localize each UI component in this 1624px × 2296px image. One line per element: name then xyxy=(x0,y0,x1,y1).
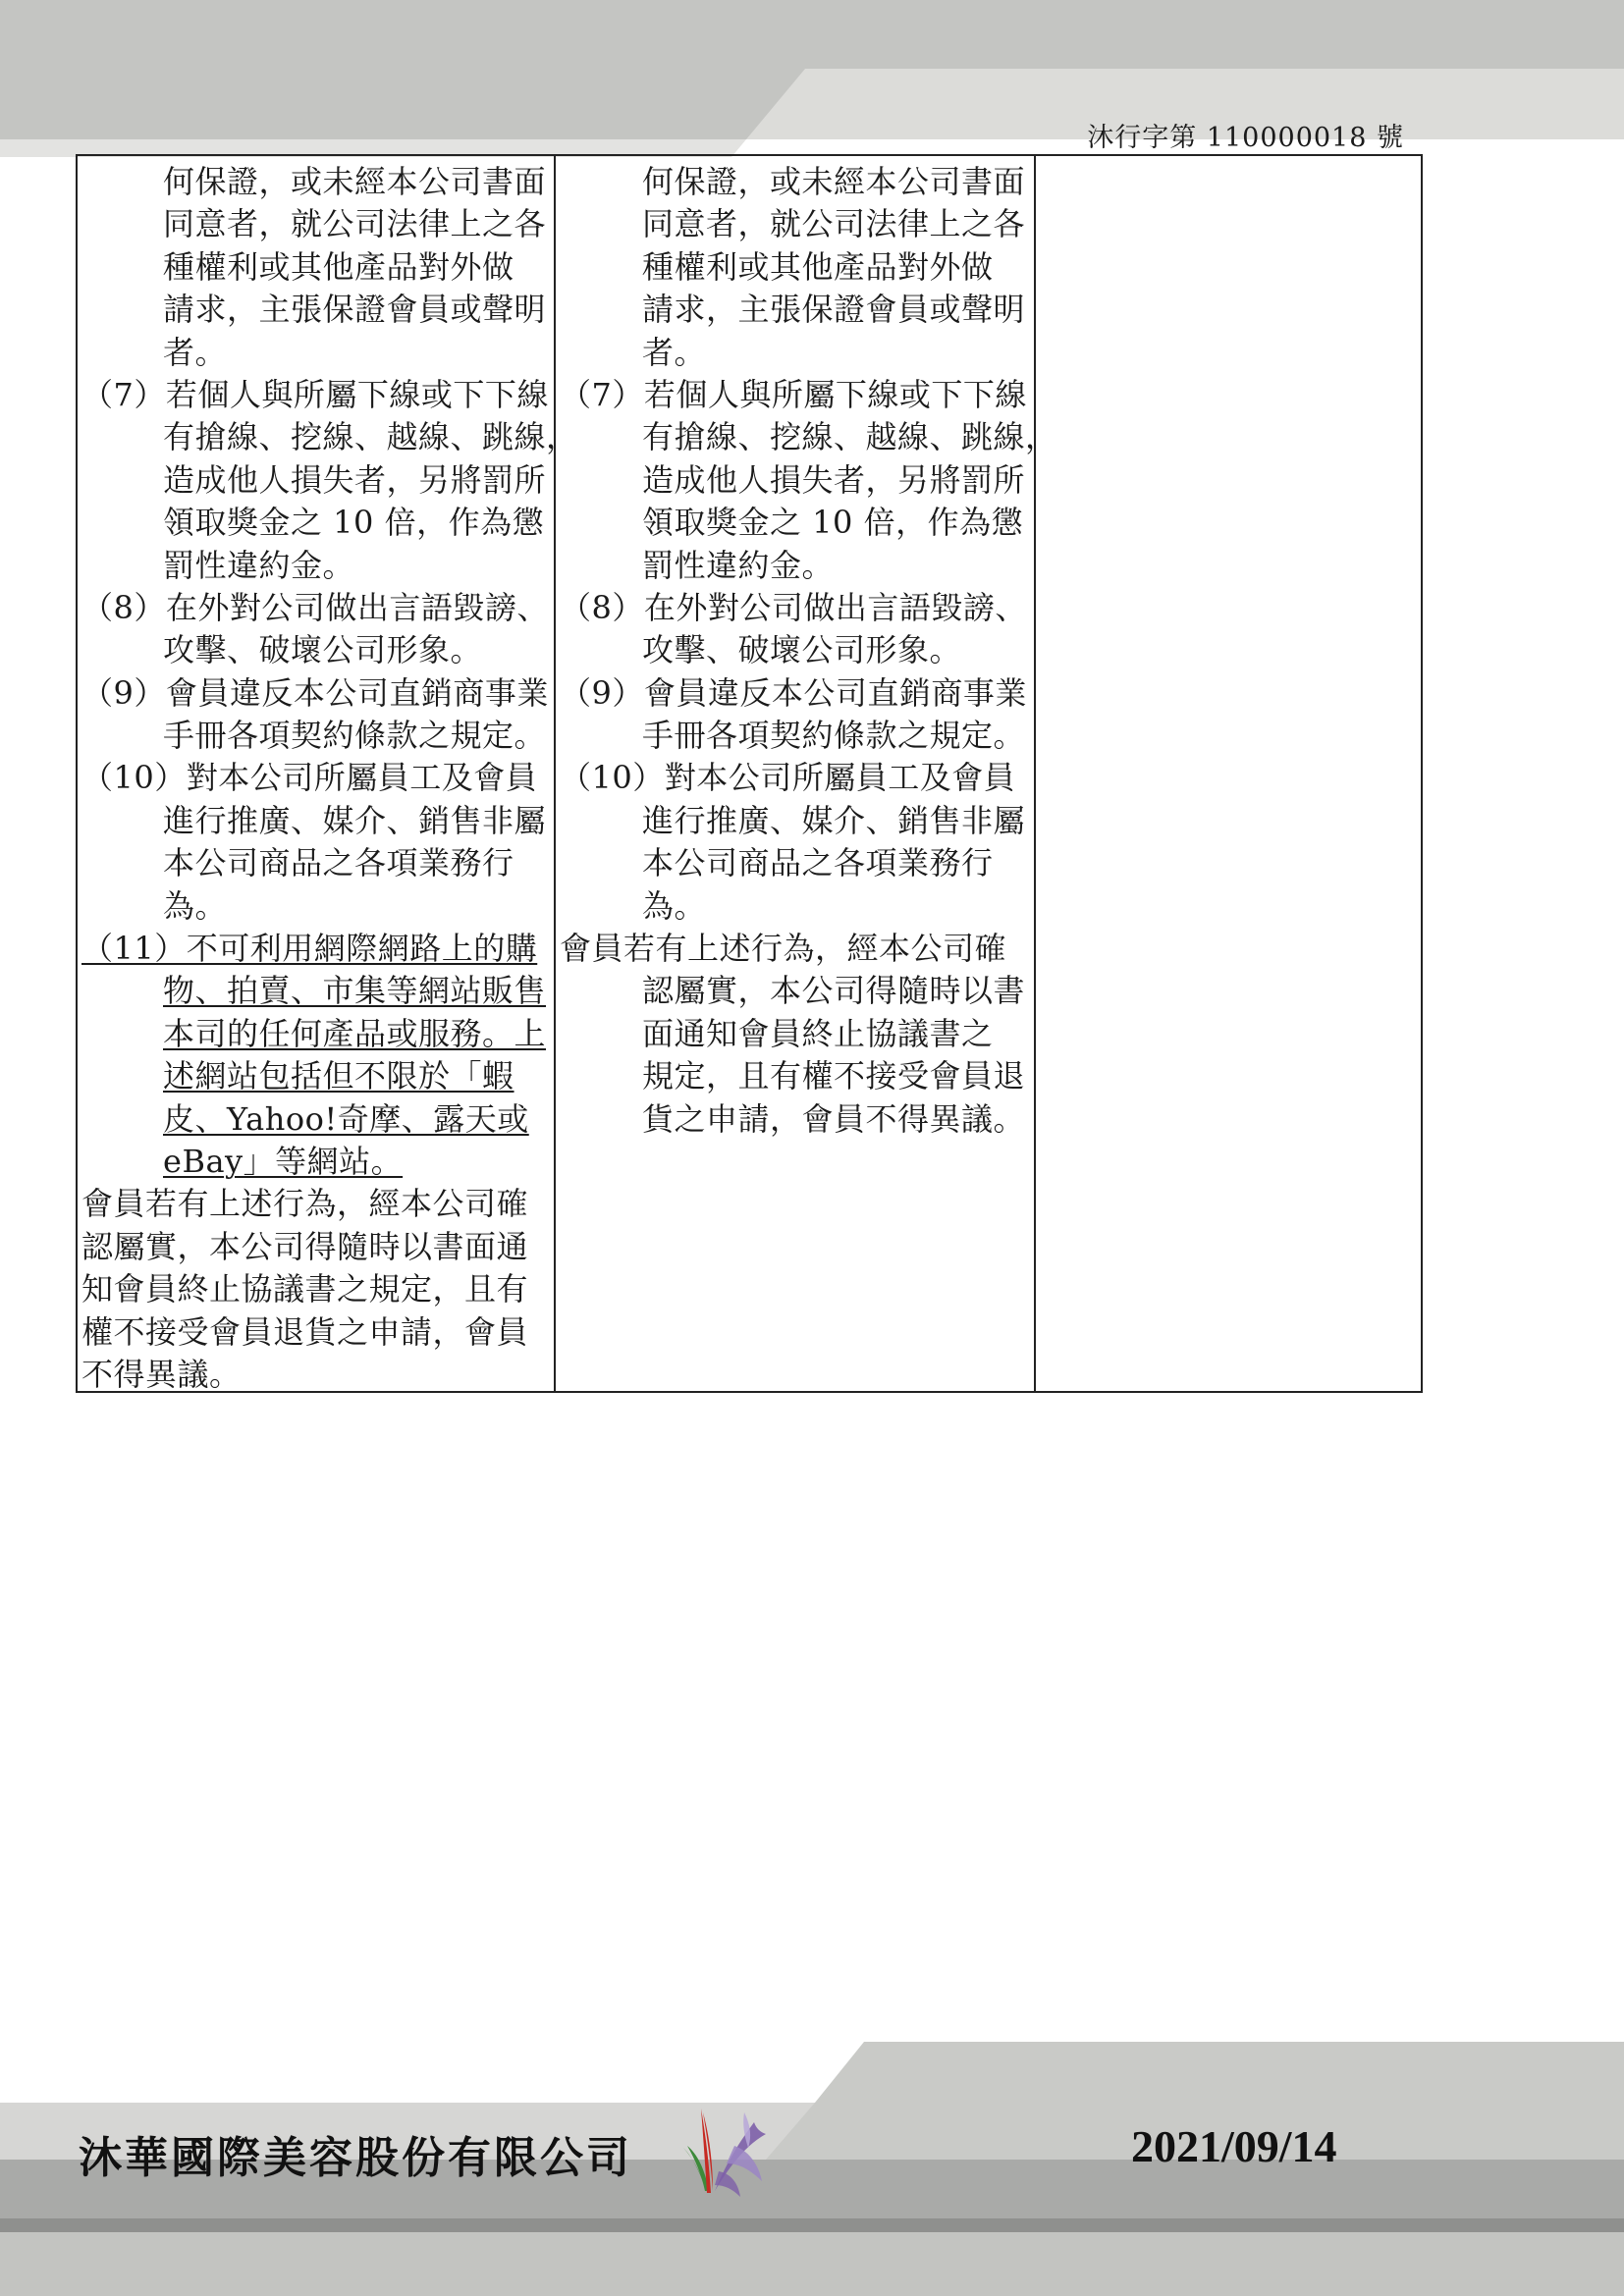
text-line: 有搶線、挖線、越線、跳線， xyxy=(642,418,1057,456)
item-7-line: （7）若個人與所屬下線或下下線 xyxy=(560,375,1027,413)
closing-line: 認屬實，本公司得隨時以書面通 xyxy=(81,1227,529,1265)
item-8-line: （8）在外對公司做出言語毀謗、 xyxy=(81,588,549,626)
item-10-line: （10）對本公司所屬員工及會員 xyxy=(81,759,538,797)
item-10-line: （10）對本公司所屬員工及會員 xyxy=(560,759,1016,797)
item-11-line xyxy=(78,928,554,970)
closing-line: 不得異議。 xyxy=(81,1355,242,1393)
text-line: 種權利或其他產品對外做 xyxy=(642,247,994,286)
text-line xyxy=(78,1013,554,1055)
text-line xyxy=(78,1141,554,1183)
added-text-underline: 物、拍賣、市集等網站販售 xyxy=(163,972,547,1010)
notes-column xyxy=(1036,156,1421,1391)
text-line: 為。 xyxy=(642,886,707,925)
orchid-logo-icon xyxy=(676,2103,784,2201)
text-line: 領取獎金之 10 倍，作為懲 xyxy=(163,504,545,542)
text-line: 種權利或其他產品對外做 xyxy=(163,247,514,286)
text-line: 同意者，就公司法律上之各 xyxy=(642,205,1026,243)
item-7-line: （7）若個人與所屬下線或下下線 xyxy=(81,375,549,413)
text-line: 手冊各項契約條款之規定。 xyxy=(642,717,1026,755)
text-line: 造成他人損失者，另將罰所 xyxy=(642,460,1026,499)
text-line: 有搶線、挖線、越線、跳線， xyxy=(163,418,578,456)
company-name: 沐華國際美容股份有限公司 xyxy=(79,2133,632,2183)
text-line: 請求，主張保證會員或聲明 xyxy=(163,291,547,329)
text-line xyxy=(78,1098,554,1141)
item-9-line: （9）會員違反本公司直銷商事業 xyxy=(81,673,549,712)
closing-line: 會員若有上述行為，經本公司確 xyxy=(81,1185,529,1223)
closing-line: 認屬實，本公司得隨時以書 xyxy=(642,972,1026,1010)
document-number: 沐行字第 110000018 號 xyxy=(1087,123,1404,153)
footer-date: 2021/09/14 xyxy=(1131,2121,1337,2171)
text-line: 同意者，就公司法律上之各 xyxy=(163,205,547,243)
closing-line: 規定，且有權不接受會員退 xyxy=(642,1057,1026,1095)
revised-text-column xyxy=(78,156,578,1393)
text-line: 何保證，或未經本公司書面 xyxy=(163,163,547,200)
closing-line: 貨之申請，會員不得異議。 xyxy=(642,1099,1026,1138)
closing-line: 面通知會員終止協議書之 xyxy=(642,1014,994,1052)
text-line: 攻擊、破壞公司形象。 xyxy=(163,631,483,669)
closing-line: 會員若有上述行為，經本公司確 xyxy=(560,930,1007,968)
text-line: 罰性違約金。 xyxy=(642,546,835,584)
text-line: 造成他人損失者，另將罰所 xyxy=(163,460,547,499)
text-line: 本公司商品之各項業務行 xyxy=(163,844,514,882)
original-text-column xyxy=(556,156,1057,1391)
text-line xyxy=(78,1055,554,1097)
text-line: 手冊各項契約條款之規定。 xyxy=(163,717,547,755)
text-line xyxy=(78,970,554,1012)
text-line: 者。 xyxy=(642,333,707,371)
text-line: 何保證，或未經本公司書面 xyxy=(642,163,1026,200)
added-text-underline: 述網站包括但不限於「蝦 xyxy=(163,1057,514,1095)
text-line: 者。 xyxy=(163,333,228,371)
added-text-underline: eBay」等網站。 xyxy=(163,1142,404,1180)
text-line: 本公司商品之各項業務行 xyxy=(642,844,994,882)
item-9-line: （9）會員違反本公司直銷商事業 xyxy=(560,673,1027,712)
comparison-table xyxy=(76,154,1423,1393)
added-text-underline: 皮、Yahoo!奇摩、露天或 xyxy=(163,1099,529,1138)
closing-line: 知會員終止協議書之規定，且有 xyxy=(81,1270,529,1308)
text-line: 攻擊、破壞公司形象。 xyxy=(642,631,962,669)
text-line: 進行推廣、媒介、銷售非屬 xyxy=(642,801,1026,839)
text-line: 為。 xyxy=(163,886,228,925)
text-line: 領取獎金之 10 倍，作為懲 xyxy=(642,504,1024,542)
text-line: 進行推廣、媒介、銷售非屬 xyxy=(163,801,547,839)
added-text-underline: （11）不可利用網際網路上的購 xyxy=(81,930,538,968)
text-line: 請求，主張保證會員或聲明 xyxy=(642,291,1026,329)
added-text-underline: 本司的任何產品或服務。上 xyxy=(163,1014,547,1052)
text-line: 罰性違約金。 xyxy=(163,546,355,584)
item-8-line: （8）在外對公司做出言語毀謗、 xyxy=(560,588,1027,626)
closing-line: 權不接受會員退貨之申請，會員 xyxy=(81,1312,529,1351)
